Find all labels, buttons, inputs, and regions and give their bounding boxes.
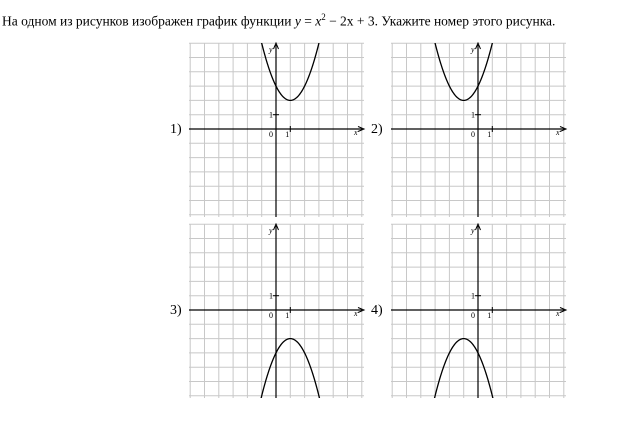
y-unit-label: 1 [269,291,273,301]
formula-x: x [315,13,322,29]
x-unit-label: 1 [285,311,290,320]
option-label-2: 2) [371,122,383,137]
formula-y: y [294,13,301,29]
graph-option-4 [391,224,566,398]
option-label-1: 1) [170,122,182,137]
x-axis-label: x [354,309,358,318]
y-unit-label: 1 [269,110,273,120]
x-unit-label: 1 [487,130,492,139]
origin-label: 0 [471,130,475,139]
x-axis-label: x [556,128,560,137]
option-label-3: 3) [170,303,182,318]
question-prefix: На одном из рисунков изображен график функции [2,13,295,29]
y-unit-label: 1 [471,110,475,120]
question-text [2,8,636,31]
origin-label: 0 [269,130,273,139]
origin-label: 0 [471,311,475,320]
graph-option-1 [189,43,364,217]
formula-eq: = [300,13,316,29]
x-unit-label: 1 [285,130,290,139]
x-unit-label: 1 [487,311,492,320]
graph-option-2 [391,43,566,217]
graph-option-3 [189,224,364,398]
formula-exponent: 2 [321,12,326,22]
formula-rest: − 2x + 3 [325,13,375,29]
x-axis-label: x [354,128,358,137]
origin-label: 0 [269,311,273,320]
y-axis-label: y [269,226,273,235]
y-axis-label: y [471,226,475,235]
y-axis-label: y [471,45,475,54]
y-unit-label: 1 [471,291,475,301]
x-axis-label: x [556,309,560,318]
question-suffix: . Укажите номер этого рисунка. [374,13,556,29]
y-axis-label: y [269,45,273,54]
option-label-4: 4) [371,303,383,318]
